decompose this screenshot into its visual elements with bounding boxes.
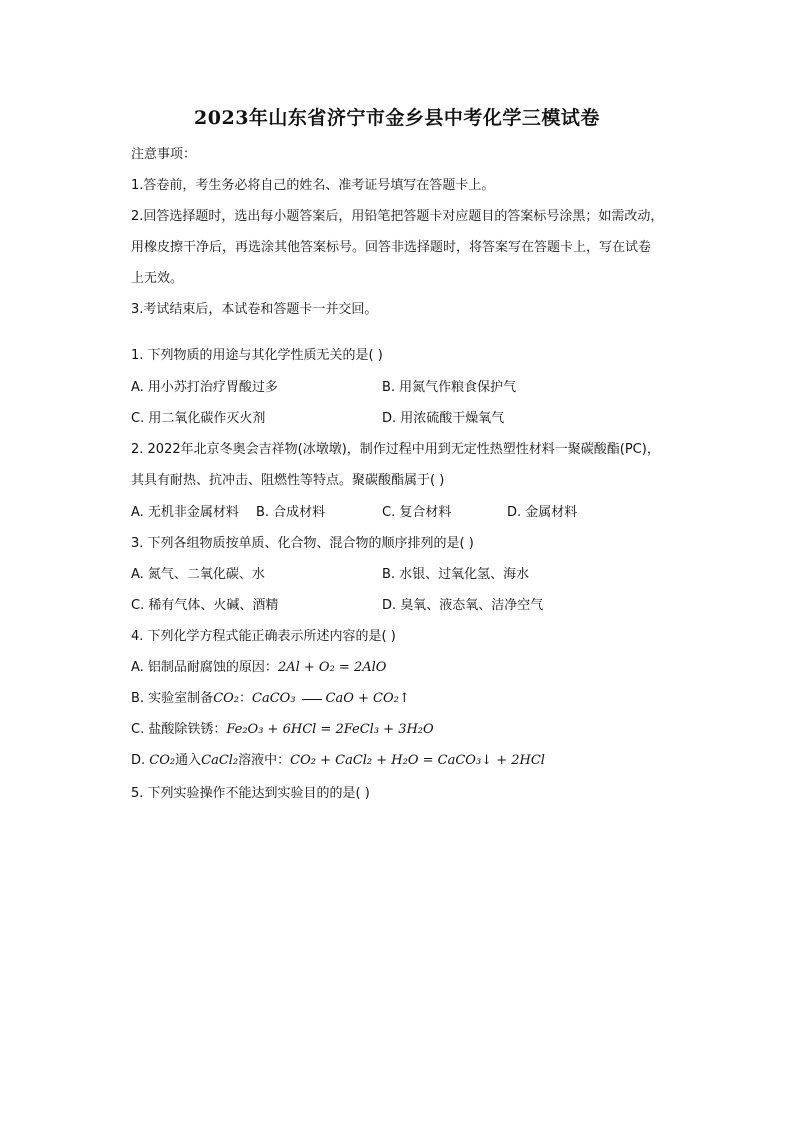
option-d-text: D.: [131, 753, 150, 768]
option-c-text: C. 盐酸除铁锈：: [131, 722, 227, 737]
question-2-option-d: D. 金属材料: [507, 505, 578, 520]
question-4-option-a: [131, 659, 386, 677]
notes-item-2-line-1: 2.回答选择题时，选出每小题答案后，用铅笔把答题卡对应题目的答案标号涂黑；如需改动，: [131, 209, 664, 224]
question-3-option-b: B. 水银、过氧化氢、海水: [382, 567, 530, 582]
option-b-products: CaO + CO₂↑: [325, 691, 410, 706]
question-2-stem-line-1: 2. 2022年北京冬奥会吉祥物(冰墩墩)，制作过程中用到无定性热塑性材料一聚碳酸酯(PC)，: [131, 442, 660, 457]
option-d-equation: CO₂ + CaCl₂ + H₂O = CaCO₃↓ + 2HCl: [290, 753, 545, 768]
question-2-option-c: C. 复合材料: [382, 505, 452, 520]
question-4-option-d: [131, 752, 545, 770]
question-3-stem: 3. 下列各组物质按单质、化合物、混合物的顺序排列的是( ): [131, 536, 474, 551]
question-1-option-d: D. 用浓硫酸干燥氧气: [382, 411, 505, 426]
notes-item-2-line-3: 上无效。: [131, 271, 184, 286]
question-5-stem: 5. 下列实验操作不能达到实验目的的是( ): [131, 786, 370, 801]
question-4-stem: 4. 下列化学方程式能正确表示所述内容的是( ): [131, 629, 396, 644]
option-d-formula-2: CaCl₂: [201, 753, 239, 768]
option-b-reactant: CaCO₃: [252, 691, 296, 706]
option-a-text: A. 铝制品耐腐蚀的原因：: [131, 660, 278, 675]
question-4-option-c: [131, 721, 434, 739]
question-2-option-a: A. 无机非金属材料: [131, 505, 239, 520]
option-b-formula: CO₂: [213, 691, 240, 706]
question-3-option-c: C. 稀有气体、火碱、酒精: [131, 598, 279, 613]
notes-item-1: 1.答卷前，考生务必将自己的姓名、准考证号填写在答题卡上。: [131, 178, 495, 193]
option-a-equation: 2Al + O₂ = 2AlO: [277, 660, 387, 675]
question-1-option-a: A. 用小苏打治疗胃酸过多: [131, 380, 278, 395]
question-4-option-b: [131, 690, 410, 708]
notes-heading: 注意事项：: [131, 147, 197, 162]
option-b-text: B. 实验室制备: [131, 691, 214, 706]
reaction-condition-line: [302, 690, 322, 700]
option-b-colon: ：: [239, 691, 253, 706]
question-2-stem-line-2: 其具有耐热、抗冲击、阻燃性等特点。聚碳酸酯属于( ): [131, 473, 445, 488]
question-3-option-a: A. 氮气、二氧化碳、水: [131, 567, 265, 582]
question-1-option-b: B. 用氮气作粮食保护气: [382, 380, 517, 395]
option-c-equation: Fe₂O₃ + 6HCl = 2FeCl₃ + 3H₂O: [226, 722, 434, 737]
question-1-option-c: C. 用二氧化碳作灭火剂: [131, 411, 266, 426]
option-d-formula-1: CO₂: [149, 753, 176, 768]
question-2-option-b: B. 合成材料: [256, 505, 326, 520]
option-d-tail: 溶液中：: [238, 753, 291, 768]
notes-item-3: 3.考试结束后，本试卷和答题卡一并交回。: [131, 302, 378, 317]
question-1-stem: 1. 下列物质的用途与其化学性质无关的是( ): [131, 348, 383, 363]
page-title: 2023年山东省济宁市金乡县中考化学三模试卷: [194, 107, 600, 129]
option-d-mid: 通入: [175, 753, 202, 768]
notes-item-2-line-2: 用橡皮擦干净后，再选涂其他答案标号。回答非选择题时，将答案写在答题卡上，写在试卷: [131, 240, 652, 255]
question-3-option-d: D. 臭氧、液态氧、洁净空气: [382, 598, 544, 613]
